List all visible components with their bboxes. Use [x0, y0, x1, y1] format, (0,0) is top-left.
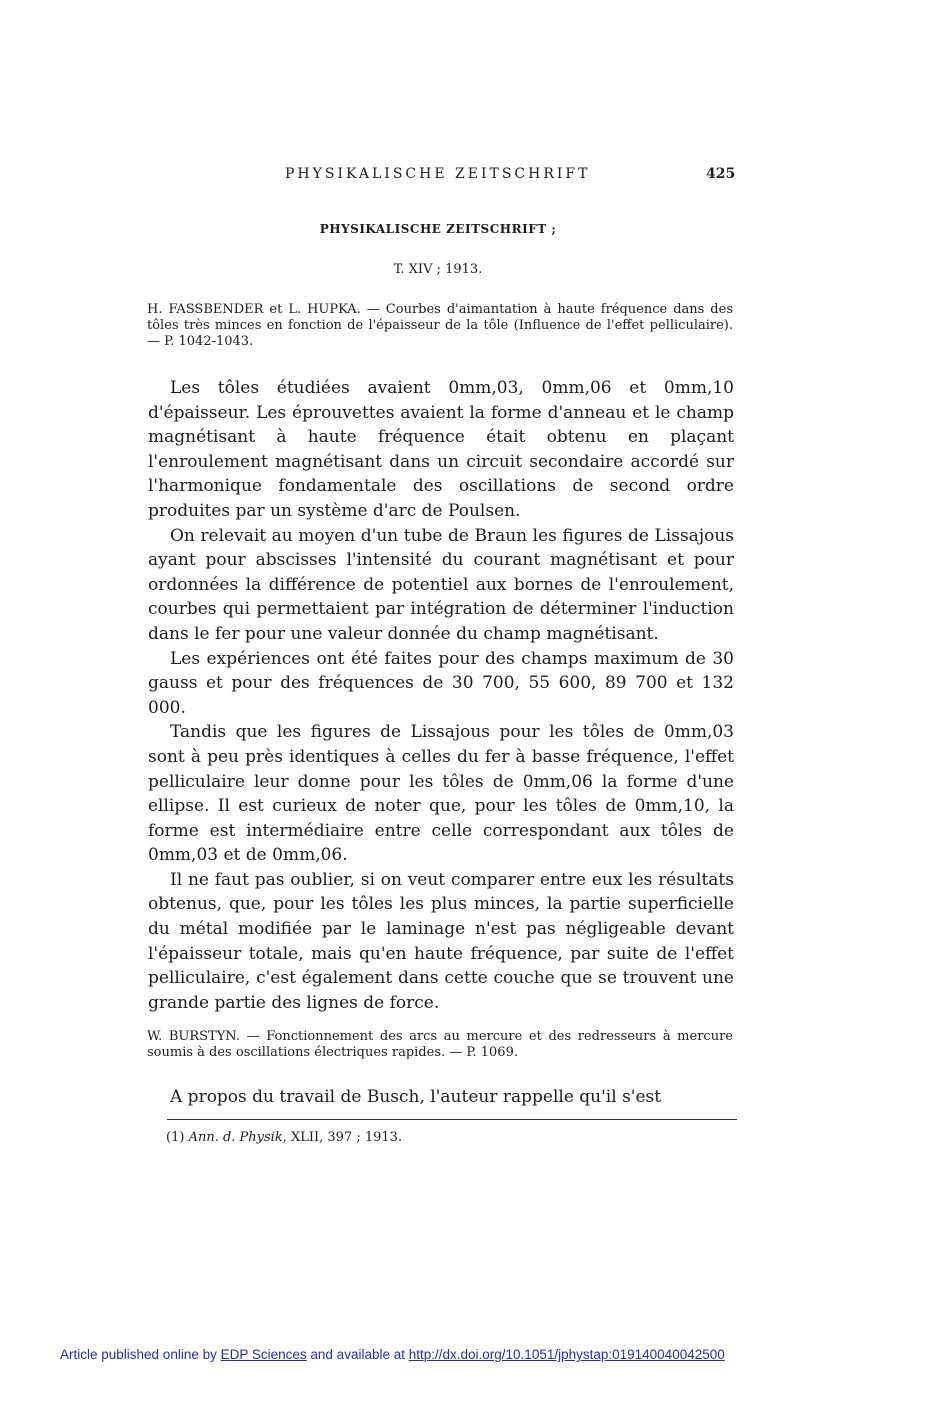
journal-title: PHYSIKALISCHE ZEITSCHRIFT ;: [319, 222, 557, 236]
footnote-mark: (1): [166, 1130, 185, 1145]
footnote: [166, 1130, 402, 1145]
footer-prefix: Article published online by: [60, 1347, 221, 1362]
page-number: 425: [706, 166, 736, 182]
footnote-rule: [167, 1119, 737, 1120]
running-head: PHYSIKALISCHE ZEITSCHRIFT: [285, 166, 591, 182]
paragraph: A propos du travail de Busch, l'auteur rappelle qu'il s'est: [170, 1087, 662, 1107]
abstract-entry: [147, 1029, 733, 1061]
paragraph: Les tôles étudiées avaient 0mm,03, 0mm,06 et 0mm,10 d'épaisseur. Les éprouvettes avaient la forme d'anneau et le champ magnétisant à haute fréquence était obtenu en plaçant l'enroulement magnétisant dans un circuit secondaire accordé sur l'harmonique fondamentale des oscillations de second ordre produites par un système d'arc de Poulsen.: [148, 378, 734, 521]
paragraph: Tandis que les figures de Lissajous pour les tôles de 0mm,03 sont à peu près identiques à celles du fer à basse fréquence, l'effet pelliculaire leur donne pour les tôles de 0mm,06 la forme d'une ellipse. Il est curieux de noter que, pour les tôles de 0mm,10, la forme est intermédiaire entre celle correspondant aux tôles de 0mm,03 et de 0mm,06.: [148, 722, 734, 866]
publisher-link[interactable]: EDP Sciences: [220, 1347, 307, 1362]
abstract-authors: H. FASSBENDER et L. HUPKA.: [147, 302, 361, 317]
paragraph: Les expériences ont été faites pour des champs maximum de 30 gauss et pour des fréquences de 30 700, 55 600, 89 700 et 132 000.: [148, 648, 734, 718]
footnote-source: Ann. d. Physik: [188, 1130, 283, 1145]
doi-link[interactable]: http://dx.doi.org/10.1051/jphystap:019140040042500: [408, 1347, 725, 1362]
abstract-authors: W. BURSTYN.: [147, 1029, 240, 1044]
footer-middle: and available at: [306, 1347, 409, 1362]
paragraph: Il ne faut pas oublier, si on veut comparer entre eux les résultats obtenus, que, pour les tôles les plus minces, la partie superficielle du métal modifiée par le laminage n'est pas négligeable devant l'épaisseur totale, mais qu'en haute fréquence, par suite de l'effet pelliculaire, c'est également dans cette couche que se trouvent une grande partie des lignes de force.: [148, 869, 734, 1013]
journal-volume: T. XIV ; 1913.: [393, 262, 483, 277]
paragraph: On relevait au moyen d'un tube de Braun les figures de Lissajous ayant pour abscisses l'intensité du courant magnétisant et pour ordonnées la différence de potentiel aux bornes de l'enroulement, courbes qui permettaient par intégration de déterminer l'induction dans le fer pour une valeur donnée du champ magnétisant.: [148, 525, 734, 644]
footnote-details: , XLII, 397 ; 1913.: [282, 1130, 403, 1145]
abstract-entry: [147, 302, 733, 350]
abstract-body: [148, 1085, 734, 1110]
abstract-title: — Courbes d'aimantation à haute fréquence dans des tôles très minces en fonction de l'épaisseur de la tôle (Influence de l'effet pelliculaire). — P. 1042-1043.: [147, 302, 733, 349]
publication-footer: [60, 1347, 725, 1362]
abstract-body: [148, 376, 734, 1015]
abstract-title: — Fonctionnement des arcs au mercure et des redresseurs à mercure soumis à des oscillations électriques rapides. — P. 1069.: [147, 1029, 733, 1060]
